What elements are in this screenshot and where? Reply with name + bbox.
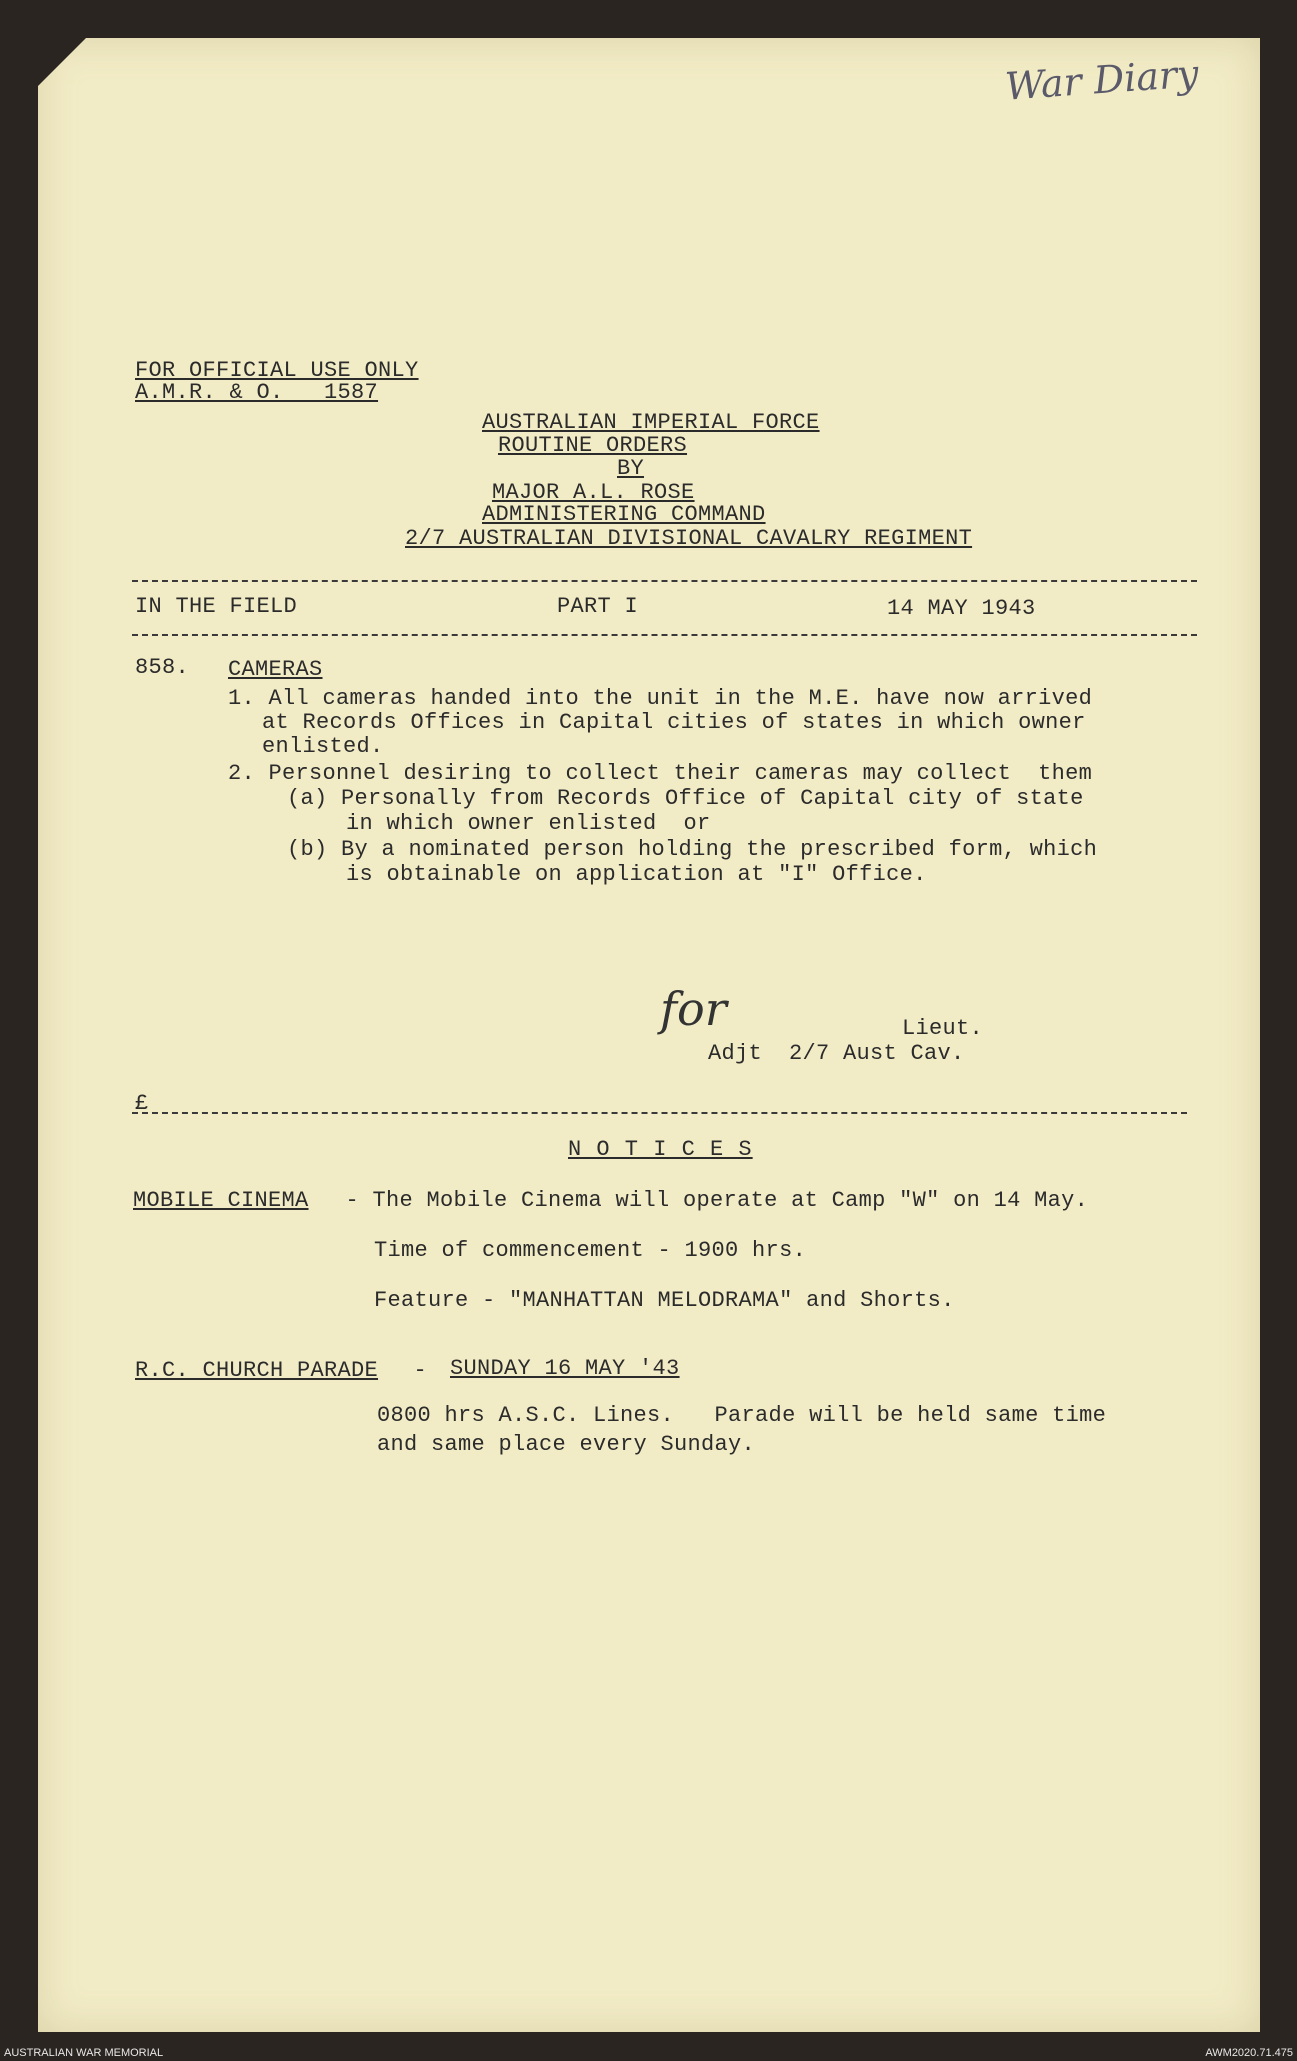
paper-sheet (38, 38, 1260, 2032)
cinema-text-line: Time of commencement - 1900 hrs. (374, 1238, 807, 1263)
cinema-label: MOBILE CINEMA (133, 1188, 309, 1213)
place-line: IN THE FIELD (135, 594, 298, 619)
notices-heading: N O T I C E S (568, 1137, 753, 1162)
order-text-line: at Records Offices in Capital cities of states in which owner (262, 710, 1086, 735)
footer-left: AUSTRALIAN WAR MEMORIAL (4, 2047, 164, 2059)
part-line: PART I (557, 594, 639, 619)
official-use-label: FOR OFFICIAL USE ONLY (135, 358, 419, 383)
title-line-6: 2/7 AUSTRALIAN DIVISIONAL CAVALRY REGIMENT (405, 526, 973, 551)
divider-notices (132, 1112, 1187, 1114)
order-text-line: 2. Personnel desiring to collect their cameras may collect them (228, 761, 1093, 786)
title-line-1: AUSTRALIAN IMPERIAL FORCE (482, 410, 820, 435)
title-line-3: BY (617, 456, 645, 481)
title-line-4: MAJOR A.L. ROSE (492, 480, 695, 505)
order-heading: CAMERAS (228, 657, 323, 682)
signature-role: Adjt 2/7 Aust Cav. (708, 1041, 965, 1066)
church-label: R.C. CHURCH PARADE (135, 1358, 379, 1383)
footnote-mark: £ (135, 1091, 149, 1116)
order-text-line: 1. All cameras handed into the unit in the M.E. have now arrived (228, 686, 1093, 711)
order-number: 858. (135, 655, 190, 680)
cinema-text-line: Feature - "MANHATTAN MELODRAMA" and Shorts. (374, 1288, 955, 1313)
order-text-line: is obtainable on application at "I" Office. (346, 862, 927, 887)
church-separator: - (400, 1358, 441, 1383)
title-line-5: ADMINISTERING COMMAND (482, 502, 766, 527)
divider-dateline (132, 634, 1197, 636)
signature-scrawl: for (660, 982, 727, 1036)
signature-rank: Lieut. (902, 1016, 984, 1041)
order-text-line: enlisted. (262, 734, 384, 759)
reference-number: A.M.R. & O. 1587 (135, 380, 379, 405)
date-line: 14 MAY 1943 (887, 596, 1036, 621)
order-text-line: (b) By a nominated person holding the prescribed form, which (287, 837, 1098, 862)
title-line-2: ROUTINE ORDERS (498, 433, 688, 458)
order-text-line: (a) Personally from Records Office of Capital city of state (287, 786, 1084, 811)
church-text-line: and same place every Sunday. (377, 1432, 756, 1457)
church-date: SUNDAY 16 MAY '43 (450, 1356, 680, 1381)
divider-top (132, 580, 1197, 582)
cinema-text-line: - The Mobile Cinema will operate at Camp "W" on 14 May. (332, 1188, 1089, 1213)
handwritten-annotation: War Diary (1003, 51, 1200, 109)
church-text-line: 0800 hrs A.S.C. Lines. Parade will be held same time (377, 1403, 1107, 1428)
order-text-line: in which owner enlisted or (346, 811, 711, 836)
footer-right: AWM2020.71.475 (1205, 2047, 1293, 2059)
folded-corner (38, 38, 86, 86)
